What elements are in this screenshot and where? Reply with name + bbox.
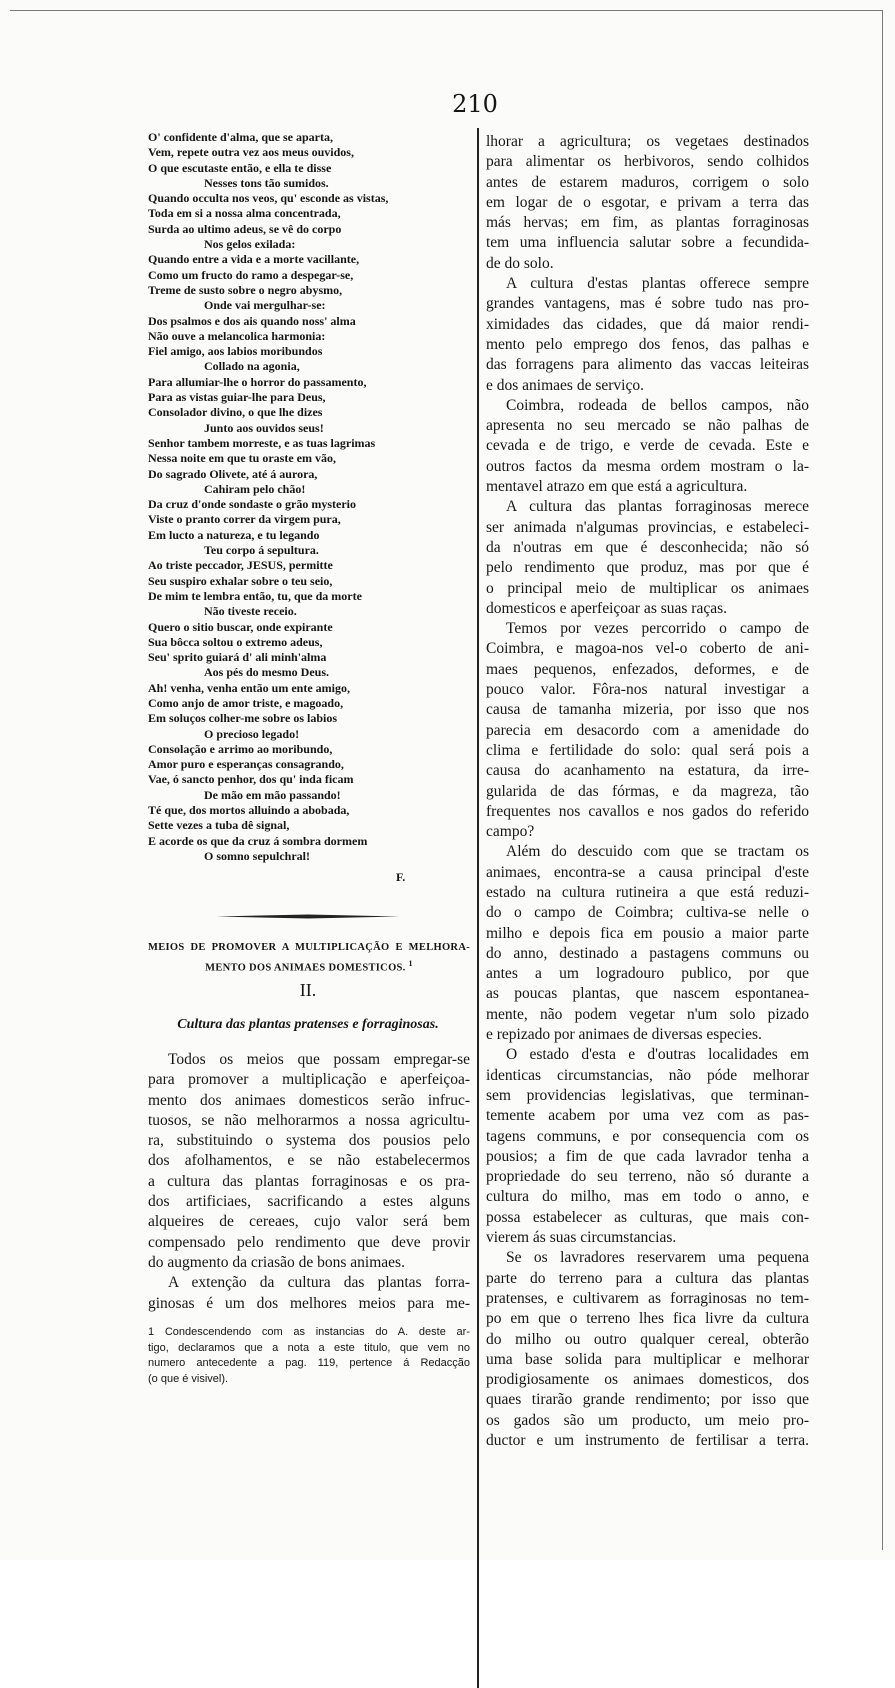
text-line: dos afolhamentos, e se não estabelecermos: [148, 1152, 470, 1170]
text-line: A extenção da cultura das plantas forra-: [168, 1274, 470, 1292]
poem-line: Dos psalmos e dos ais quando noss' alma: [148, 313, 356, 328]
poem-line: Em lucto a natureza, e tu legando: [148, 527, 320, 542]
text-line: uma base solida para multiplicar e melhorar: [486, 1350, 809, 1368]
text-line: Temos por vezes percorrido o campo de: [506, 620, 809, 638]
text-line: grandes vantagens, mas é sobre tudo nas pro-: [486, 295, 809, 313]
text-line: tagens communs, e por consequencia com os: [486, 1127, 809, 1145]
poem-line: Aos pés do mesmo Deus.: [204, 665, 330, 680]
poem-line: Não tiveste receio.: [204, 604, 297, 619]
text-line: milho e depois fica em pousio a maior parte: [486, 924, 809, 942]
poem-line: Seu' sprito guiará d' ali minh'alma: [148, 650, 327, 665]
text-line: antes a um logradouro publico, por que: [486, 965, 809, 983]
poem-line: Consolador divino, o que lhe dizes: [148, 405, 323, 420]
poem-line: Do sagrado Olivete, até á aurora,: [148, 466, 318, 481]
poem-line: O que escutaste então, e ella te disse: [148, 160, 332, 175]
poem-line: E acorde os que da cruz á sombra dormem: [148, 833, 368, 848]
poem-line: Sua bôcca soltou o extremo adeus,: [148, 634, 323, 649]
text-line: ductor e um instrumento de fertilisar a terra.: [486, 1432, 809, 1449]
poem-line: Amor puro e esperanças consagrando,: [148, 757, 344, 772]
text-line: lhorar a agricultura; os vegetaes destinados: [486, 133, 809, 150]
text-line: mentavel atrazo em que está a agricultura.: [486, 478, 748, 496]
text-line: domesticos e aperfeiçoar as suas raças.: [486, 599, 727, 617]
poem-line: Viste o pranto correr da virgem pura,: [148, 512, 341, 527]
text-line: ra, substituindo o systema dos pousios pelo: [148, 1132, 470, 1150]
text-line: cevada e de trigo, e verde de cevada. Este e: [486, 437, 809, 455]
poem: [148, 130, 468, 886]
text-line: do anno, destinado a pastagens communs ou: [486, 944, 809, 962]
text-line: quaes tirarão grande rendimento; por isso que: [486, 1391, 809, 1409]
poem-signature: F.: [396, 870, 406, 885]
text-line: ser animada n'algumas provincias, e estabeleci-: [486, 518, 809, 536]
poem-line: Como anjo de amor triste, e magoado,: [148, 695, 344, 710]
poem-line: Quando occulta nos veos, qu' esconde as vistas,: [148, 191, 389, 206]
text-line: animaes, encontra-se a causa principal d'este: [486, 863, 809, 881]
footnote-line: 1 Condescendendo com as instancias do A. deste ar-: [148, 1326, 470, 1338]
text-line: outros factos da mesma ordem mostram o la-: [486, 457, 809, 475]
text-line: do augmento da criasão de bons animaes.: [148, 1253, 405, 1271]
poem-line: O precioso legado!: [204, 726, 300, 741]
poem-line: Consolação e arrimo ao moribundo,: [148, 741, 333, 756]
poem-line: O' confidente d'alma, que se aparta,: [148, 130, 333, 144]
text-line: em logar de o esgotar, e privam a terra das: [486, 193, 809, 211]
poem-line: Quero o sitio buscar, onde expirante: [148, 619, 333, 634]
text-line: cultura do milho, mas em todo o anno, e: [486, 1188, 809, 1206]
poem-line: Té que, dos mortos alluindo a abobada,: [148, 803, 350, 818]
right-column-text: [486, 132, 809, 1451]
text-line: alqueires de cereaes, cujo valor será bem: [148, 1213, 470, 1231]
text-line: apresenta no seu mercado se não palhas de: [486, 417, 809, 435]
poem-line: O somno sepulchral!: [204, 848, 311, 863]
text-line: ximidades das cidades, que dá maior rendi-: [486, 315, 809, 333]
text-line: tuosos, se não melhorarmos a nossa agricultu-: [148, 1111, 470, 1129]
text-line: prodigiosamente os animaes domesticos, dos: [486, 1371, 809, 1389]
text-line: as poucas plantas, que nascem espontanea-: [486, 985, 809, 1003]
section-title: [148, 940, 470, 977]
poem-line: Como um fructo do ramo a despegar-se,: [148, 267, 354, 282]
text-line: pratenses, e cultivarem as forraginosas no tem-: [486, 1289, 809, 1307]
poem-line: Treme de susto sobre o negro abysmo,: [148, 282, 343, 297]
poem-line: Collado na agonia,: [204, 359, 300, 374]
page-number: 210: [452, 90, 498, 118]
poem-line: Nos gelos exilada:: [204, 237, 296, 252]
text-line: campo?: [486, 823, 535, 841]
text-line: das forragens para alimento das vaccas leiteiras: [486, 356, 809, 374]
text-line: A cultura das plantas forraginosas merece: [506, 498, 809, 516]
section-title-line1: MEIOS DE PROMOVER A MULTIPLICAÇÃO E MELHORA-: [148, 942, 470, 953]
text-line: possa estabelecer as culturas, que mais con-: [486, 1208, 809, 1226]
text-line: tem uma influencia salutar sobre a fecundida-: [486, 234, 809, 252]
text-line: A cultura d'estas plantas offerece sempre: [506, 275, 809, 293]
text-line: do o campo de Coimbra; cultiva-se nelle o: [486, 904, 809, 922]
text-line: Coimbra, e magoa-nos vel-o coberto de ani-: [486, 640, 809, 658]
text-line: maes pequenos, enfezados, deformes, e de: [486, 660, 809, 678]
left-column-text: [148, 1050, 470, 1314]
text-line: causa de tamanha mizeria, por isso que nos: [486, 701, 809, 719]
text-line: e repizado por animaes de diversas especies.: [486, 1026, 762, 1044]
text-line: causa do acanhamento na estatura, da irre-: [486, 762, 809, 780]
text-line: pouco valor. Fôra-nos natural investigar a: [486, 681, 809, 699]
text-line: mente, não podem vegetar n'um solo pizado: [486, 1005, 809, 1023]
text-line: da n'outras em que é desconhecida; não só: [486, 538, 809, 556]
section-subtitle: Cultura das plantas pratenses e forraginosas.: [177, 1017, 439, 1032]
column-divider: [477, 128, 479, 1688]
text-line: Se os lavradores reservarem uma pequena: [506, 1249, 809, 1267]
text-line: a cultura das plantas forraginosas e os pra-: [148, 1172, 470, 1190]
text-line: compensado pelo rendimento que deve provir: [148, 1233, 470, 1251]
poem-line: De mim te lembra então, tu, que da morte: [148, 588, 362, 603]
text-line: gularida de das fórmas, e da magreza, tão: [486, 782, 809, 800]
text-line: pousios; a fim de que cada lavrador tenha a: [486, 1147, 809, 1165]
text-line: antes de estarem maduros, corrigem o solo: [486, 173, 809, 191]
poem-line: Nessa noite em que tu oraste em vão,: [148, 451, 336, 466]
text-line: para promover a multiplicação e aperfeiçoa-: [148, 1071, 470, 1089]
text-line: parte do terreno para a cultura das plantas: [486, 1269, 809, 1287]
text-line: estado na cultura rutineira a que está reduzi-: [486, 883, 809, 901]
poem-line: Seu suspiro exhalar sobre o teu seio,: [148, 573, 333, 588]
page-edge-top: [10, 10, 882, 11]
text-line: dos artificiaes, sacrificando a estes alguns: [148, 1193, 470, 1211]
text-line: pelo rendimento que produz, mas por que é: [486, 559, 809, 577]
poem-line: Junto aos ouvidos seus!: [204, 420, 324, 435]
poem-line: Vae, ó sancto penhor, dos qu' inda ficam: [148, 772, 354, 787]
poem-line: Nesses tons tão sumidos.: [204, 175, 329, 190]
footnote-line: numero antecedente a pag. 119, pertence á Redacção: [148, 1357, 470, 1369]
text-line: propriedade do seu terreno, não só durante a: [486, 1168, 809, 1186]
poem-line: De mão em mão passando!: [204, 787, 341, 802]
text-line: Todos os meios que possam empregar-se: [168, 1051, 470, 1068]
text-line: e dos animaes de serviço.: [486, 376, 644, 394]
text-line: os gados são um producto, um meio pro-: [486, 1411, 809, 1429]
poem-line: Cahiram pelo chão!: [204, 481, 306, 496]
poem-line: Ah! venha, venha então um ente amigo,: [148, 680, 351, 695]
text-line: mento pelo emprego dos fenos, das palhas e: [486, 335, 809, 353]
text-line: frequentes nos cavallos e nos gados do referido: [486, 802, 809, 820]
section-title-line2-text: MENTO DOS ANIMAES DOMESTICOS.: [205, 962, 406, 974]
text-line: vierem ás suas circumstancias.: [486, 1229, 677, 1247]
ornamental-rule: [216, 914, 400, 919]
poem-line: Teu corpo á sepultura.: [204, 543, 319, 558]
poem-line: Vem, repete outra vez aos meus ouvidos,: [148, 145, 354, 160]
poem-line: Quando entre a vida e a morte vacillante,: [148, 252, 360, 267]
text-line: más hervas; em fim, as plantas forraginosas: [486, 214, 809, 232]
text-line: parecia em desacordo com a amenidade do: [486, 721, 809, 739]
text-line: o principal meio de multiplicar os animaes: [486, 579, 809, 597]
text-line: mento dos animaes domesticos serão infruc-: [148, 1091, 470, 1109]
text-line: para alimentar os herbivoros, sendo colhidos: [486, 153, 809, 171]
text-line: O estado d'esta e d'outras localidades em: [506, 1046, 809, 1064]
poem-line: Onde vai mergulhar-se:: [204, 298, 326, 313]
text-line: po em que o terreno lhes fica livre da cultura: [486, 1310, 809, 1328]
text-line: Coimbra, rodeada de bellos campos, não: [506, 396, 809, 414]
poem-line: Não ouve a melancolica harmonia:: [148, 328, 326, 343]
text-line: do milho ou outro qualquer cereal, obterão: [486, 1330, 809, 1348]
section-number: II.: [299, 980, 317, 1000]
text-line: temente acabem por uma vez com as pas-: [486, 1107, 809, 1125]
text-line: identicas circumstancias, não póde melhorar: [486, 1066, 809, 1084]
poem-line: Para allumiar-lhe o horror do passamento,: [148, 374, 367, 389]
poem-line: Surda ao ultimo adeus, se vê do corpo: [148, 221, 342, 236]
text-line: de do solo.: [486, 254, 554, 272]
poem-line: Em soluços colher-me sobre os labios: [148, 711, 337, 726]
poem-line: Senhor tambem morreste, e as tuas lagrimas: [148, 435, 376, 450]
poem-line: Sette vezes a tuba dê signal,: [148, 818, 290, 833]
footnote-line: (o que é visivel).: [148, 1372, 229, 1385]
page-edge-right: [882, 10, 883, 1550]
text-line: clima e fertilidade do solo: qual será pois a: [486, 741, 809, 759]
text-line: ginosas é um dos melhores meios para me-: [148, 1294, 470, 1312]
footnote-line: tigo, declaramos que a nota a este titulo, que vem no: [148, 1341, 470, 1354]
section-title-footnote-mark: 1: [408, 959, 413, 968]
poem-line: Fiel amigo, aos labios moribundos: [148, 344, 323, 359]
poem-line: Ao triste peccador, JESUS, permitte: [148, 558, 333, 573]
text-line: sem providencias legislativas, que terminan-: [486, 1086, 809, 1104]
poem-line: Da cruz d'onde sondaste o grão mysterio: [148, 497, 356, 512]
section-title-line2: [148, 956, 470, 977]
text-line: Além do descuido com que se tractam os: [506, 843, 809, 861]
poem-line: Para as vistas guiar-lhe para Deus,: [148, 390, 326, 405]
poem-line: Toda em si a nossa alma concentrada,: [148, 206, 341, 221]
footnote: [148, 1325, 470, 1387]
